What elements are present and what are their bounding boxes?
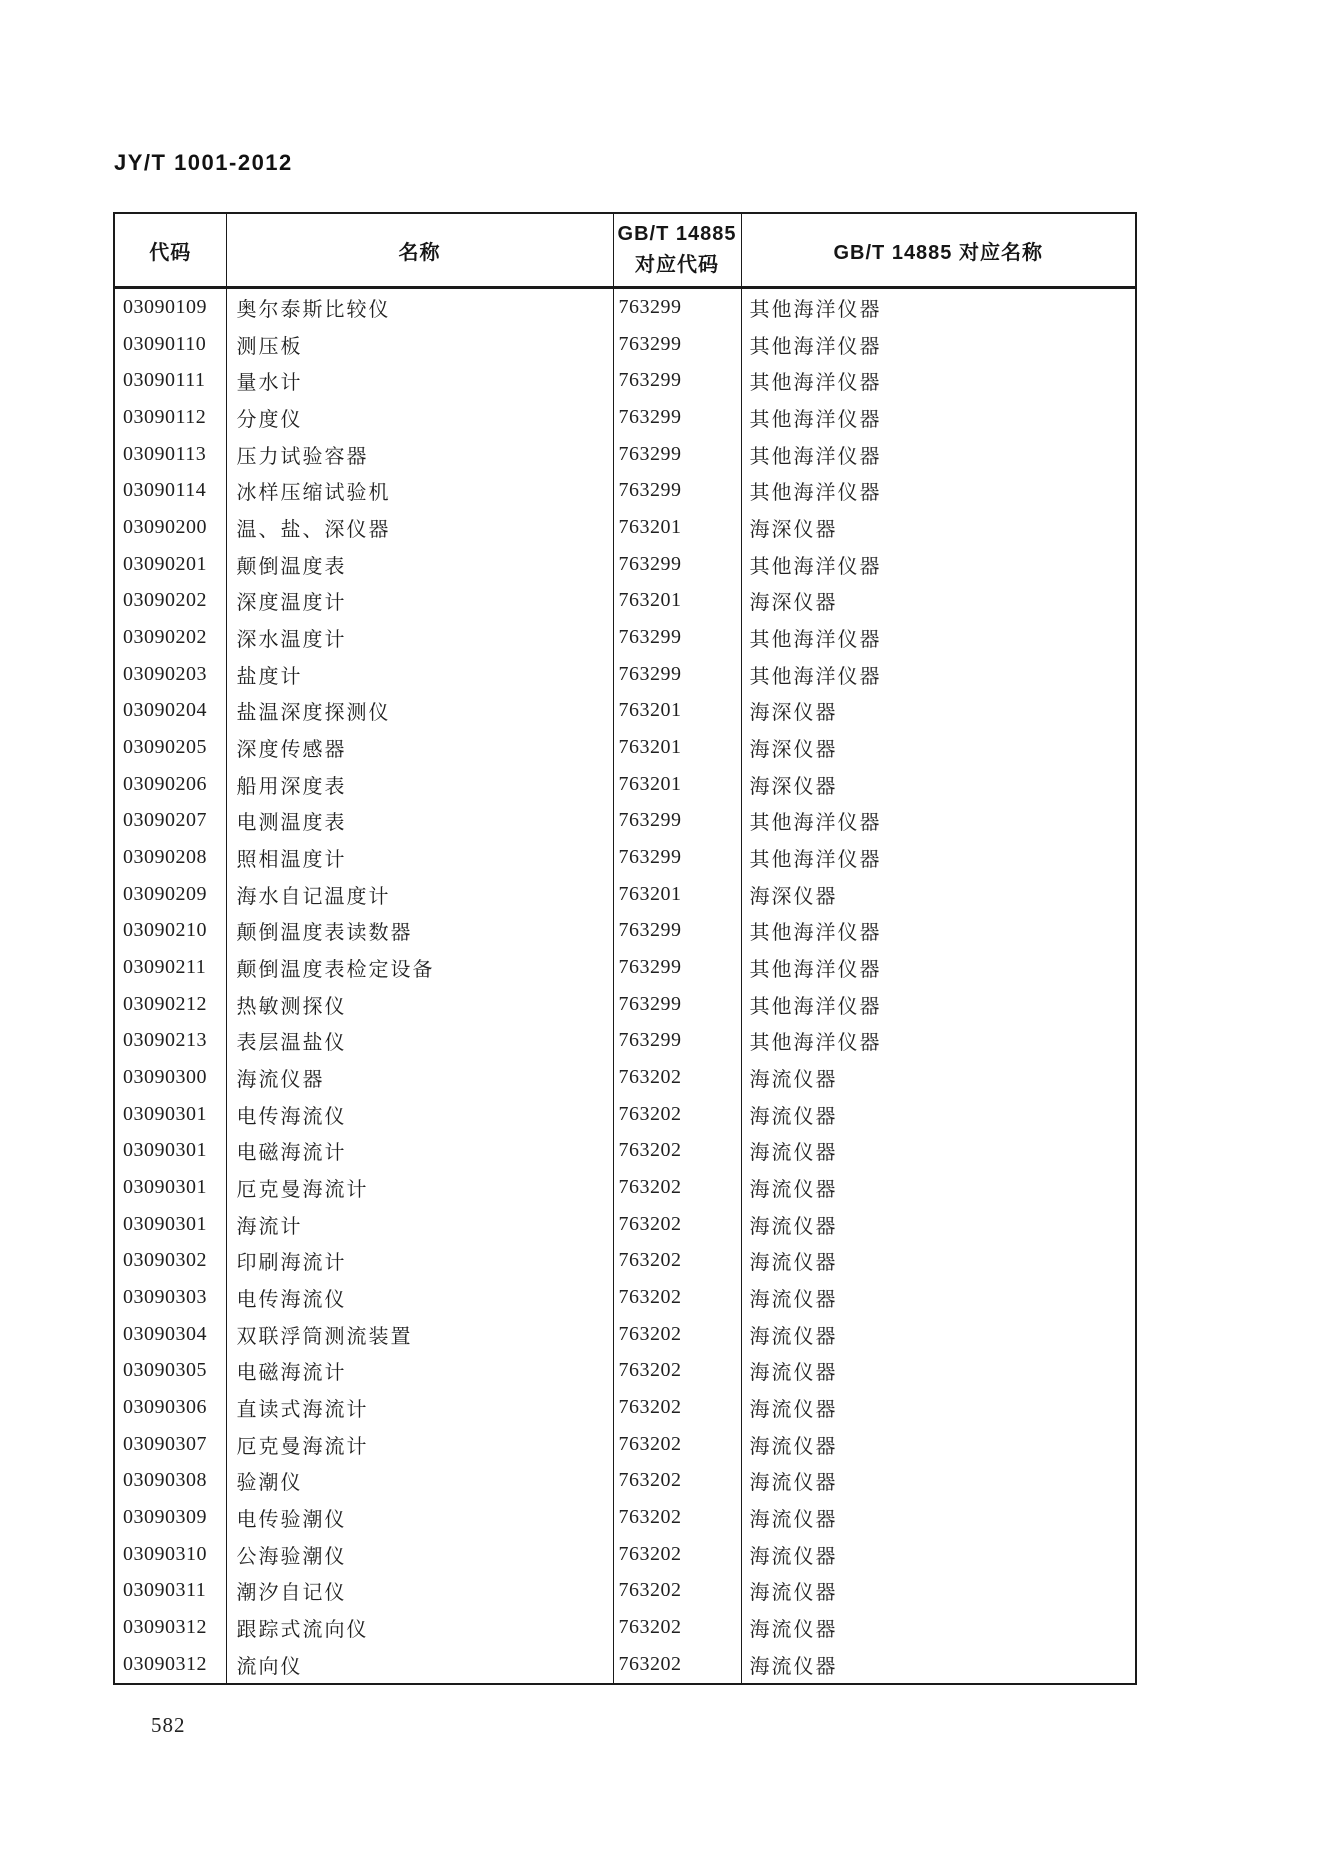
cell-code: 03090206: [123, 772, 207, 795]
cell-gbt-name: 海流仪器: [741, 1499, 1136, 1536]
header-row: [114, 213, 1136, 288]
cell-gbt-code: 763202: [613, 1426, 741, 1463]
cell-gbt-code: 763299: [613, 288, 741, 326]
table-row: [114, 1646, 1136, 1684]
cell-code: 03090112: [123, 405, 207, 428]
cell-gbt-code: 763202: [613, 1059, 741, 1096]
cell-gbt-code: 763201: [613, 876, 741, 913]
cell-code: 03090306: [123, 1395, 207, 1418]
cell-code: 03090300: [123, 1065, 207, 1088]
cell-gbt-code: 763202: [613, 1132, 741, 1169]
cell-code: 03090310: [123, 1542, 207, 1565]
table-row: [114, 288, 1136, 326]
cell-code: 03090301: [123, 1102, 207, 1125]
cell-gbt-code: 763202: [613, 1352, 741, 1389]
table-row: [114, 876, 1136, 913]
table-row: [114, 1352, 1136, 1389]
cell-gbt-name: 海深仪器: [741, 876, 1136, 913]
table-row: [114, 1573, 1136, 1610]
cell-gbt-name: 其他海洋仪器: [741, 326, 1136, 363]
cell-code: 03090303: [123, 1285, 207, 1308]
cell-name: 盐度计: [226, 656, 613, 693]
table-body: [114, 288, 1136, 1684]
cell-code: 03090302: [123, 1249, 207, 1272]
table-row: [114, 1536, 1136, 1573]
cell-gbt-code: 763299: [613, 436, 741, 473]
cell-gbt-name: 海流仪器: [741, 1169, 1136, 1206]
cell-gbt-code: 763299: [613, 949, 741, 986]
header-gbt-code: [613, 213, 741, 288]
cell-code: 03090211: [123, 955, 207, 978]
table-row: [114, 1279, 1136, 1316]
cell-code: 03090201: [123, 552, 207, 575]
table-row: [114, 1389, 1136, 1426]
cell-gbt-name: 海深仪器: [741, 582, 1136, 619]
table-row: [114, 1316, 1136, 1353]
cell-gbt-code: 763299: [613, 326, 741, 363]
table-row: [114, 802, 1136, 839]
table-row: [114, 1609, 1136, 1646]
cell-code: 03090202: [123, 589, 207, 612]
cell-name: 电磁海流计: [226, 1132, 613, 1169]
table-row: [114, 399, 1136, 436]
cell-gbt-code: 763202: [613, 1463, 741, 1500]
cell-gbt-name: 海深仪器: [741, 509, 1136, 546]
cell-gbt-code: 763202: [613, 1499, 741, 1536]
cell-gbt-name: 海流仪器: [741, 1206, 1136, 1243]
cell-code: 03090109: [123, 295, 207, 318]
cell-gbt-name: 其他海洋仪器: [741, 619, 1136, 656]
table-row: [114, 1059, 1136, 1096]
cell-gbt-name: 其他海洋仪器: [741, 472, 1136, 509]
cell-name: 电传验潮仪: [226, 1499, 613, 1536]
cell-gbt-code: 763202: [613, 1573, 741, 1610]
cell-code: 03090114: [123, 479, 207, 502]
cell-gbt-name: 海深仪器: [741, 729, 1136, 766]
table-row: [114, 1499, 1136, 1536]
cell-gbt-name: 海流仪器: [741, 1132, 1136, 1169]
cell-gbt-name: 海流仪器: [741, 1536, 1136, 1573]
cell-gbt-name: 海流仪器: [741, 1646, 1136, 1684]
table-row: [114, 656, 1136, 693]
cell-name: 测压板: [226, 326, 613, 363]
cell-gbt-name: 海流仪器: [741, 1096, 1136, 1133]
cell-name: 照相温度计: [226, 839, 613, 876]
cell-name: 流向仪: [226, 1646, 613, 1684]
cell-code: 03090113: [123, 442, 207, 465]
header-gbt-code-line1: GB/T 14885: [617, 223, 737, 245]
cell-code: 03090305: [123, 1359, 207, 1382]
table-header: [114, 213, 1136, 288]
cell-gbt-name: 其他海洋仪器: [741, 656, 1136, 693]
cell-code: 03090309: [123, 1506, 207, 1528]
table-row: [114, 582, 1136, 619]
table-row: [114, 766, 1136, 803]
cell-gbt-name: 海流仪器: [741, 1279, 1136, 1316]
cell-gbt-name: 海流仪器: [741, 1426, 1136, 1463]
header-name: 名称: [226, 213, 613, 288]
cell-gbt-code: 763202: [613, 1646, 741, 1684]
cell-code: 03090111: [123, 369, 206, 392]
cell-code: 03090312: [123, 1652, 207, 1675]
cell-gbt-name: 其他海洋仪器: [741, 802, 1136, 839]
cell-gbt-code: 763202: [613, 1279, 741, 1316]
cell-name: 厄克曼海流计: [226, 1426, 613, 1463]
cell-name: 电磁海流计: [226, 1352, 613, 1389]
table-row: [114, 509, 1136, 546]
cell-name: 颠倒温度表: [226, 546, 613, 583]
cell-gbt-name: 其他海洋仪器: [741, 986, 1136, 1023]
table-row: [114, 1096, 1136, 1133]
cell-code: 03090212: [123, 992, 207, 1015]
cell-gbt-code: 763202: [613, 1206, 741, 1243]
cell-gbt-name: 海流仪器: [741, 1352, 1136, 1389]
cell-gbt-code: 763201: [613, 692, 741, 729]
cell-name: 量水计: [226, 362, 613, 399]
table-row: [114, 986, 1136, 1023]
table-row: [114, 1426, 1136, 1463]
cell-gbt-name: 海流仪器: [741, 1573, 1136, 1610]
cell-name: 分度仪: [226, 399, 613, 436]
cell-gbt-code: 763202: [613, 1096, 741, 1133]
cell-code: 03090308: [123, 1469, 207, 1492]
table-row: [114, 1022, 1136, 1059]
cell-gbt-name: 其他海洋仪器: [741, 546, 1136, 583]
table-row: [114, 1206, 1136, 1243]
cell-code: 03090110: [123, 332, 207, 355]
table-row: [114, 839, 1136, 876]
cell-name: 电传海流仪: [226, 1279, 613, 1316]
cell-gbt-code: 763202: [613, 1316, 741, 1353]
cell-gbt-code: 763299: [613, 656, 741, 693]
cell-code: 03090307: [123, 1432, 207, 1455]
cell-gbt-code: 763299: [613, 472, 741, 509]
cell-name: 冰样压缩试验机: [226, 472, 613, 509]
cell-gbt-code: 763201: [613, 766, 741, 803]
cell-code: 03090301: [123, 1212, 207, 1235]
table-row: [114, 1463, 1136, 1500]
cell-name: 海流计: [226, 1206, 613, 1243]
table-row: [114, 729, 1136, 766]
cell-gbt-code: 763299: [613, 986, 741, 1023]
cell-code: 03090208: [123, 845, 207, 868]
cell-gbt-name: 海流仪器: [741, 1316, 1136, 1353]
cell-name: 温、盐、深仪器: [226, 509, 613, 546]
table-row: [114, 692, 1136, 729]
cell-gbt-code: 763201: [613, 729, 741, 766]
cell-name: 厄克曼海流计: [226, 1169, 613, 1206]
cell-gbt-name: 其他海洋仪器: [741, 912, 1136, 949]
table-row: [114, 619, 1136, 656]
cell-code: 03090301: [123, 1175, 207, 1198]
header-gbt-code-line2: 对应代码: [635, 254, 719, 276]
cell-name: 颠倒温度表读数器: [226, 912, 613, 949]
cell-gbt-name: 其他海洋仪器: [741, 288, 1136, 326]
table-row: [114, 1132, 1136, 1169]
header-gbt-name: GB/T 14885 对应名称: [741, 213, 1136, 288]
cell-gbt-code: 763299: [613, 399, 741, 436]
cell-name: 验潮仪: [226, 1463, 613, 1500]
cell-code: 03090312: [123, 1616, 207, 1639]
cell-code: 03090202: [123, 625, 207, 648]
cell-code: 03090205: [123, 735, 207, 758]
table-row: [114, 472, 1136, 509]
cell-name: 压力试验容器: [226, 436, 613, 473]
cell-name: 直读式海流计: [226, 1389, 613, 1426]
cell-name: 海水自记温度计: [226, 876, 613, 913]
cell-code: 03090213: [123, 1029, 207, 1052]
cell-code: 03090311: [123, 1579, 207, 1602]
cell-name: 盐温深度探测仪: [226, 692, 613, 729]
cell-name: 深度传感器: [226, 729, 613, 766]
cell-gbt-code: 763299: [613, 546, 741, 583]
cell-gbt-code: 763299: [613, 1022, 741, 1059]
cell-gbt-code: 763202: [613, 1242, 741, 1279]
cell-name: 电传海流仪: [226, 1096, 613, 1133]
cell-gbt-code: 763202: [613, 1389, 741, 1426]
cell-code: 03090204: [123, 699, 207, 722]
page-number: 582: [151, 1713, 186, 1737]
cell-name: 电测温度表: [226, 802, 613, 839]
cell-gbt-name: 海深仪器: [741, 766, 1136, 803]
cell-name: 深度温度计: [226, 582, 613, 619]
cell-gbt-name: 其他海洋仪器: [741, 399, 1136, 436]
cell-name: 双联浮筒测流装置: [226, 1316, 613, 1353]
doc-standard-code: JY/T 1001-2012: [114, 150, 293, 175]
cell-gbt-name: 海流仪器: [741, 1389, 1136, 1426]
cell-gbt-code: 763299: [613, 362, 741, 399]
cell-code: 03090301: [123, 1139, 207, 1162]
cell-name: 潮汐自记仪: [226, 1573, 613, 1610]
code-mapping-table: [113, 212, 1137, 1685]
cell-gbt-code: 763201: [613, 582, 741, 619]
cell-gbt-name: 其他海洋仪器: [741, 1022, 1136, 1059]
table-row: [114, 1169, 1136, 1206]
table-row: [114, 326, 1136, 363]
header-code: 代码: [114, 213, 226, 288]
cell-name: 深水温度计: [226, 619, 613, 656]
cell-gbt-name: 海流仪器: [741, 1242, 1136, 1279]
cell-gbt-name: 其他海洋仪器: [741, 839, 1136, 876]
cell-gbt-code: 763299: [613, 912, 741, 949]
cell-gbt-name: 海深仪器: [741, 692, 1136, 729]
table-row: [114, 436, 1136, 473]
cell-name: 跟踪式流向仪: [226, 1609, 613, 1646]
cell-code: 03090210: [123, 919, 207, 942]
cell-name: 热敏测探仪: [226, 986, 613, 1023]
table-row: [114, 1242, 1136, 1279]
table-row: [114, 912, 1136, 949]
cell-code: 03090203: [123, 662, 207, 685]
cell-name: 海流仪器: [226, 1059, 613, 1096]
cell-gbt-code: 763299: [613, 839, 741, 876]
cell-gbt-name: 海流仪器: [741, 1609, 1136, 1646]
cell-name: 公海验潮仪: [226, 1536, 613, 1573]
cell-gbt-code: 763202: [613, 1169, 741, 1206]
cell-gbt-code: 763201: [613, 509, 741, 546]
table-row: [114, 362, 1136, 399]
cell-gbt-name: 其他海洋仪器: [741, 436, 1136, 473]
cell-name: 船用深度表: [226, 766, 613, 803]
cell-name: 奥尔泰斯比较仪: [226, 288, 613, 326]
cell-code: 03090304: [123, 1322, 207, 1345]
cell-gbt-name: 其他海洋仪器: [741, 362, 1136, 399]
cell-gbt-code: 763299: [613, 802, 741, 839]
table-row: [114, 546, 1136, 583]
cell-gbt-name: 海流仪器: [741, 1463, 1136, 1500]
cell-gbt-code: 763202: [613, 1536, 741, 1573]
cell-name: 颠倒温度表检定设备: [226, 949, 613, 986]
cell-code: 03090200: [123, 515, 207, 538]
cell-code: 03090207: [123, 809, 207, 832]
cell-gbt-code: 763202: [613, 1609, 741, 1646]
cell-name: 表层温盐仪: [226, 1022, 613, 1059]
cell-gbt-code: 763299: [613, 619, 741, 656]
table-row: [114, 949, 1136, 986]
cell-code: 03090209: [123, 882, 207, 905]
cell-gbt-name: 其他海洋仪器: [741, 949, 1136, 986]
cell-name: 印刷海流计: [226, 1242, 613, 1279]
cell-gbt-name: 海流仪器: [741, 1059, 1136, 1096]
